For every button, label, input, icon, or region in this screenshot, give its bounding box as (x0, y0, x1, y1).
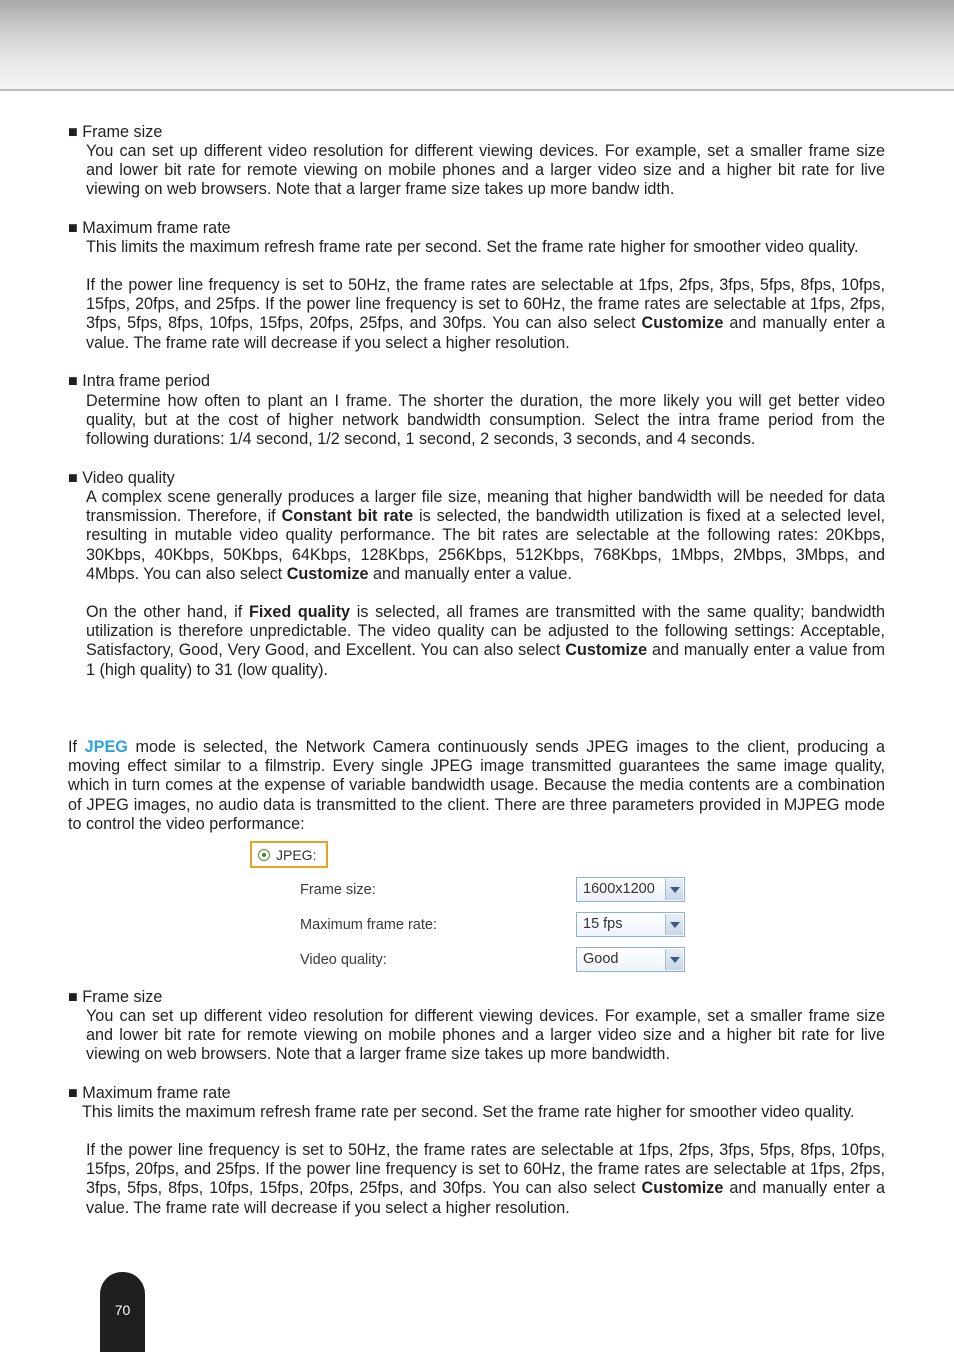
jpeg-intro: If JPEG mode is selected, the Network Camera continuously sends JPEG images to the client, producing a moving effect similar to a filmstrip. Every single JPEG image transmitted guarantees the same image quality, which in turn comes at the expense of variable bandwidth usage. Because the media contents are a combination of JPEG images, no audio data is transmitted to the client. There are three parameters provided in MJPEG mode to control the video performance: (68, 738, 885, 833)
max-frame-rate-body2: If the power line frequency is set to 50Hz, the frame rates are selectable at 1fps, 2fps, 3fps, 5fps, 8fps, 10fps, 15fps, 20fps, and 25fps. If the power line frequency is set to 60Hz, the frame rates are selectable at 1fps, 2fps, 3fps, 5fps, 8fps, 10fps, 15fps, 20fps, 25fps, and 30fps. You can also select Customize and manually enter a value. The frame rate will decrease if you select a higher resolution. (86, 276, 885, 352)
video-quality-label: Video quality: (300, 952, 387, 968)
video-quality-p2: On the other hand, if Fixed quality is selected, all frames are transmitted with the same quality; bandwidth utilization is therefore unpredictable. The video quality can be adjusted to the following settings: Acceptable, Satisfactory, Good, Very Good, and Excellent. You can also select Customize and manually enter a value from 1 (high quality) to 31 (low quality). (86, 603, 885, 679)
max-frame-rate-body1: This limits the maximum refresh frame rate per second. Set the frame rate higher for smoother video quality. (86, 238, 859, 256)
video-quality-heading: ■ Video quality (68, 469, 175, 487)
max-frame-rate-value: 15 fps (583, 916, 623, 932)
frame-size-body: You can set up different video resolution for different viewing devices. For example, set a smaller frame size and lower bit rate for remote viewing on mobile phones and a larger video size and a higher bit rate for live viewing on web browsers. Note that a larger frame size takes up more bandw idth. (86, 142, 885, 199)
intra-frame-heading: ■ Intra frame period (68, 372, 211, 390)
max-frame-rate-body1-2: This limits the maximum refresh frame rate per second. Set the frame rate higher for smoother video quality. (82, 1103, 855, 1121)
jpeg-radio-option[interactable] (250, 841, 328, 868)
max-frame-rate-heading: ■ Maximum frame rate (68, 219, 231, 237)
jpeg-radio-label: JPEG: (276, 847, 317, 863)
frame-size-heading-2: ■ Frame size (68, 988, 163, 1006)
video-quality-select[interactable] (576, 947, 685, 972)
video-quality-p1: A complex scene generally produces a larger file size, meaning that higher bandwidth will be needed for data transmission. Therefore, if Constant bit rate is selected, the bandwidth utilization is fixed at a selected level, resulting in mutable video quality performance. The bit rates are selectable at the following rates: 20Kbps, 30Kbps, 40Kbps, 50Kbps, 64Kbps, 128Kbps, 256Kbps, 512Kbps, 768Kbps, 1Mbps, 2Mbps, 3Mbps, and 4Mbps. You can also select Customize and manually enter a value. (86, 488, 885, 583)
video-quality-value: Good (583, 951, 619, 967)
frame-size-label: Frame size: (300, 882, 376, 898)
chevron-down-icon[interactable] (665, 914, 683, 935)
frame-size-select[interactable] (576, 877, 685, 902)
max-frame-rate-body2-2: If the power line frequency is set to 50Hz, the frame rates are selectable at 1fps, 2fps, 3fps, 5fps, 8fps, 10fps, 15fps, 20fps, and 25fps. If the power line frequency is set to 60Hz, the frame rates are selectable at 1fps, 2fps, 3fps, 5fps, 8fps, 10fps, 15fps, 20fps, 25fps, and 30fps. You can also select Customize and manually enter a value. The frame rate will decrease if you select a higher resolution. (86, 1141, 885, 1217)
max-frame-rate-label: Maximum frame rate: (300, 917, 437, 933)
intra-frame-body: Determine how often to plant an I frame. The shorter the duration, the more likely you will get better video quality, but at the cost of higher network bandwidth consumption. Select the intra frame period from the following durations: 1/4 second, 1/2 second, 1 second, 2 seconds, 3 seconds, and 4 seconds. (86, 392, 885, 449)
frame-size-body-2: You can set up different video resolution for different viewing devices. For example, set a smaller frame size and lower bit rate for remote viewing on mobile phones and a larger video size and a higher bit rate for live viewing on web browsers. Note that a larger frame size takes up more bandwidth. (86, 1007, 885, 1064)
page-number-tab (100, 1272, 145, 1352)
header-band (0, 0, 954, 90)
frame-size-value: 1600x1200 (583, 881, 655, 897)
page-number: 70 (114, 1302, 131, 1318)
header-rule (0, 89, 954, 91)
max-frame-rate-select[interactable] (576, 912, 685, 937)
radio-selected-icon[interactable] (258, 849, 270, 861)
chevron-down-icon[interactable] (665, 949, 683, 970)
frame-size-heading: ■ Frame size (68, 123, 163, 141)
max-frame-rate-heading-2: ■ Maximum frame rate (68, 1084, 231, 1102)
chevron-down-icon[interactable] (665, 879, 683, 900)
